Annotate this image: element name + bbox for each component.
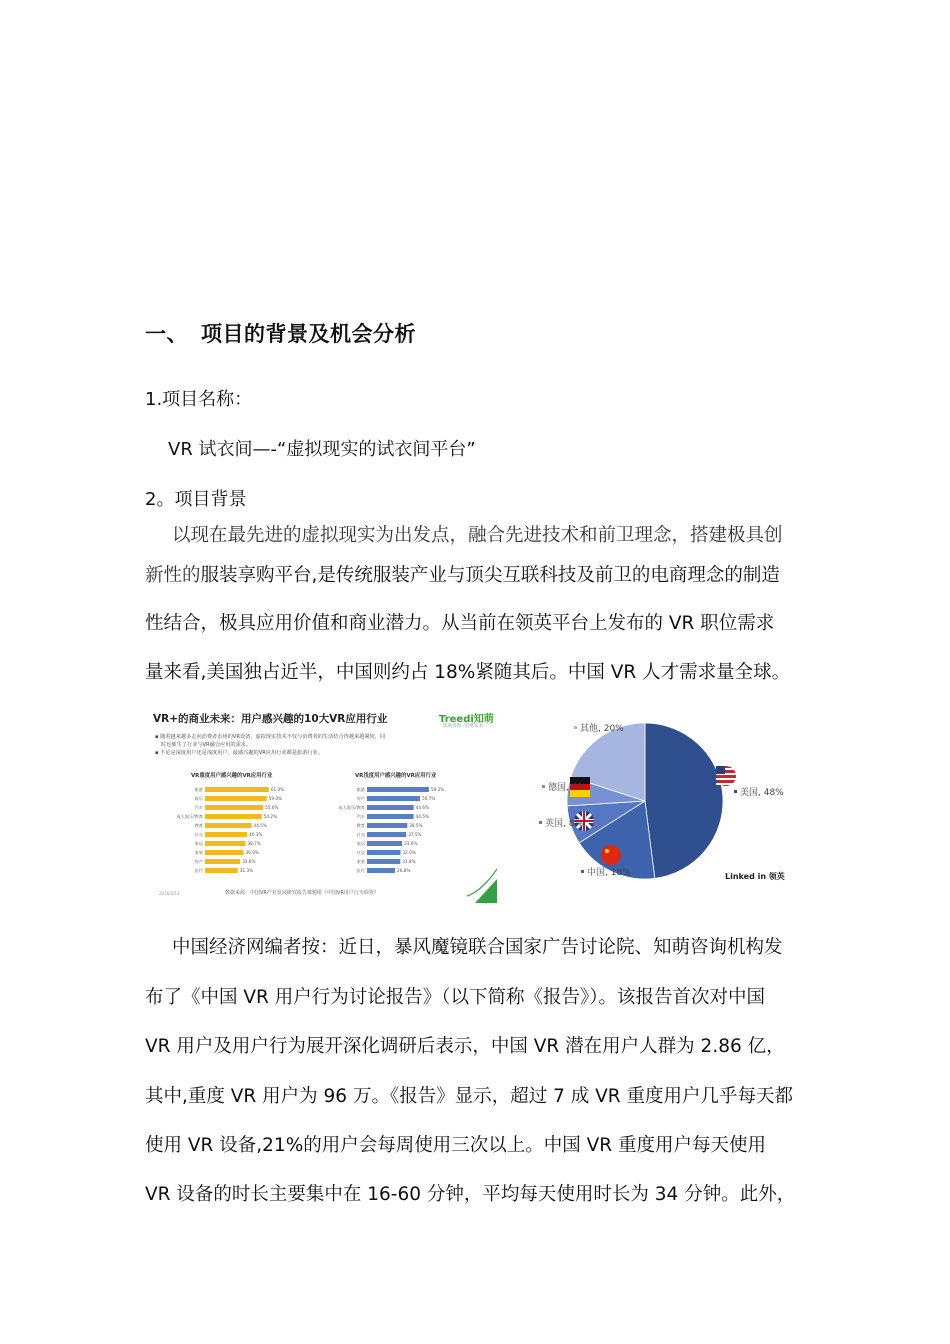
- us-flag-stripe: [716, 783, 736, 785]
- bar-value-label: 26.8%: [397, 868, 411, 873]
- bar-value-label: 55.6%: [265, 805, 279, 810]
- pie-chart: [510, 703, 795, 903]
- bullet-2: ▪ 不论是深度用户还是浅度用户，最感兴趣的VR应用行业都是旅游行业。: [155, 750, 323, 756]
- bar: [205, 823, 252, 828]
- bar-value-label: 44.6%: [415, 805, 429, 810]
- bar-category-label: 房产: [356, 796, 365, 801]
- bar-value-label: 44.5%: [415, 814, 429, 819]
- bar-value-label: 50.7%: [422, 796, 436, 801]
- pie-slice-label: 德国, 6%: [548, 783, 586, 793]
- bar-value-label: 37.5%: [408, 832, 422, 837]
- para1-line2-start: 新性的: [145, 565, 201, 586]
- bar-category-label: 家装: [356, 859, 365, 864]
- bar-value-label: 33.6%: [404, 841, 418, 846]
- brand-subtitle: 知萌咨询 · 趋势未来: [443, 724, 484, 729]
- bar-category-label: 医疗: [356, 868, 365, 873]
- pie-slice-label: 英国, 8%: [545, 819, 583, 829]
- bar-value-label: 40.3%: [249, 832, 263, 837]
- pie-legend-marker: [734, 790, 737, 793]
- figure-source: 数据来源：中国VR产业发展研究报告课题组《中国VR用户行为调查》: [225, 890, 379, 896]
- bar: [205, 850, 244, 855]
- para2-line3: VR 用户及用户行为展开深化调研后表示，中国 VR 潜在用户人群为 2.86 亿，: [145, 1036, 785, 1057]
- para2-line6: VR 设备的时长主要集中在 16-60 分钟，平均每天使用时长为 34 分钟。此外，: [145, 1184, 796, 1205]
- china-flag-icon: [601, 845, 621, 865]
- bar-charts: [145, 703, 497, 903]
- bar-category-label: 娱乐: [194, 796, 203, 801]
- para2-line5: 使用 VR 设备,21%的用户会每周使用三次以上。中国 VR 重度用户每天使用: [145, 1135, 767, 1156]
- cn-flag-star: [605, 849, 609, 853]
- bar-category-label: 成人娱乐/教育: [176, 814, 203, 819]
- figure-left-panel: [145, 703, 497, 903]
- pie-legend-marker: [574, 726, 577, 729]
- chart1-title: VR重度用户感兴趣的VR应用行业: [191, 773, 273, 779]
- bar-value-label: 38.7%: [247, 841, 261, 846]
- bar: [205, 814, 262, 819]
- bar: [205, 787, 269, 792]
- bar-category-label: 教育: [356, 823, 365, 828]
- para1-line1: 以现在最先进的虚拟现实为出发点，融合先进技术和前卫理念，搭建极具创: [172, 525, 783, 546]
- bar-value-label: 32.0%: [402, 850, 416, 855]
- bar-category-label: 家装: [194, 850, 203, 855]
- bar: [367, 787, 429, 792]
- item1-value: VR 试衣间—-“虚拟现实的试衣间平台”: [168, 439, 476, 460]
- chart2-title: VR浅度用户感兴趣的VR应用行业: [355, 773, 437, 779]
- bar-value-label: 44.5%: [253, 823, 267, 828]
- bar-value-label: 31.8%: [402, 859, 416, 864]
- pie-slice-label: 其他, 20%: [580, 724, 624, 734]
- pie-slice-label: 美国, 48%: [740, 788, 784, 798]
- corner-accent: [467, 869, 497, 903]
- bar: [205, 805, 263, 810]
- pie-legend-marker: [539, 821, 542, 824]
- bar-category-label: 汽车: [356, 814, 365, 819]
- para2-line1: 中国经济网编者按：近日，暴风魔镜联合国家广告讨论院、知萌咨询机构发: [172, 937, 783, 958]
- bar: [205, 796, 267, 801]
- bar-value-label: 36.9%: [245, 850, 259, 855]
- bar: [367, 805, 414, 810]
- bar-value-label: 59.2%: [430, 787, 445, 792]
- linkedin-logo: Linked in 领英: [725, 872, 785, 881]
- bar-category-label: 家居: [356, 841, 365, 846]
- section-heading: [145, 318, 416, 348]
- bar: [367, 823, 407, 828]
- bar: [205, 832, 247, 837]
- para2-line2: 布了《中国 VR 用户行为讨论报告》（以下简称《报告》）。该报告首次对中国: [145, 987, 766, 1008]
- us-flag-icon: [716, 766, 736, 786]
- bar: [367, 868, 395, 873]
- bullet-1-text: 随着越来越多走向消费者市场的VR设备，虚拟现实技术不仅与消费者的生活结合得越来越紧密，同: [160, 734, 386, 740]
- bar-category-label: 成人娱乐/教育: [338, 805, 365, 810]
- para1-line2-rest: 服装享购平台,是传统服装产业与顶尖互联科技及前卫的电商理念的制造: [200, 565, 780, 586]
- bar-category-label: 社交: [356, 850, 365, 855]
- bar-category-label: 旅游: [356, 787, 365, 792]
- bar: [367, 850, 400, 855]
- bar-category-label: 医疗: [194, 868, 203, 873]
- pie-slice: [645, 723, 723, 878]
- bar-category-label: 社交: [194, 832, 203, 837]
- bullet-2-text: 不论是深度用户还是浅度用户，最感兴趣的VR应用行业都是旅游行业。: [160, 750, 323, 756]
- bar-category-label: 家居: [194, 841, 203, 846]
- bar-value-label: 31.3%: [239, 868, 254, 873]
- item1-label: 1.项目名称：: [145, 389, 253, 410]
- us-flag-stripe: [716, 778, 736, 780]
- figure: [145, 703, 795, 903]
- bullet-1-cont: 时也催生了行业与VR融合应用的需求。: [161, 742, 252, 748]
- bar-category-label: 旅游: [194, 787, 203, 792]
- bar-value-label: 54.2%: [263, 814, 278, 819]
- figure-title: VR+的商业未来：用户感兴趣的10大VR应用行业: [153, 713, 388, 725]
- bar-category-label: 社交: [356, 832, 365, 837]
- bar-category-label: 教育: [194, 823, 203, 828]
- bar: [205, 868, 238, 873]
- cn-flag-base: [601, 845, 621, 865]
- pie-legend-marker: [542, 785, 545, 788]
- bar-value-label: 61.0%: [270, 787, 285, 792]
- pie-slice-label: 中国, 18%: [587, 868, 631, 878]
- bar-value-label: 38.5%: [409, 823, 423, 828]
- item2-label: 2。项目背景: [145, 489, 247, 510]
- bar-category-label: 房产: [194, 859, 203, 864]
- section-title: 项目的背景及机会分析: [201, 322, 416, 346]
- bar-category-label: 汽车: [194, 805, 203, 810]
- para2-line4: 其中,重度 VR 用户为 96 万。《报告》显示，超过 7 成 VR 重度用户几乎每天都: [145, 1086, 794, 1107]
- para1-line2: [145, 561, 810, 587]
- para1-line3: 性结合，极具应用价值和商业潜力。从当前在领英平台上发布的 VR 职位需求: [145, 613, 775, 634]
- bar: [367, 814, 414, 819]
- bar: [205, 859, 240, 864]
- para1-line4: 量来看,美国独占近半，中国则约占 18%紧随其后。中国 VR 人才需求量全球。: [145, 662, 791, 683]
- pie-legend-marker: [581, 870, 584, 873]
- bar: [367, 796, 420, 801]
- bullet-1: ▪ 随着越来越多走向消费者市场的VR设备，虚拟现实技术不仅与消费者的生活结合得越来越紧密，同: [155, 734, 386, 740]
- bar: [367, 841, 402, 846]
- us-flag-canton: [716, 766, 725, 774]
- bar-value-label: 59.0%: [268, 796, 283, 801]
- brand-logo: Treedi知萌: [439, 714, 494, 725]
- bar: [367, 832, 406, 837]
- section-number: 一、: [145, 322, 188, 346]
- bar: [367, 859, 400, 864]
- bar: [205, 841, 245, 846]
- bar-value-label: 33.6%: [242, 859, 256, 864]
- figure-date: 2016/3/14: [159, 891, 180, 896]
